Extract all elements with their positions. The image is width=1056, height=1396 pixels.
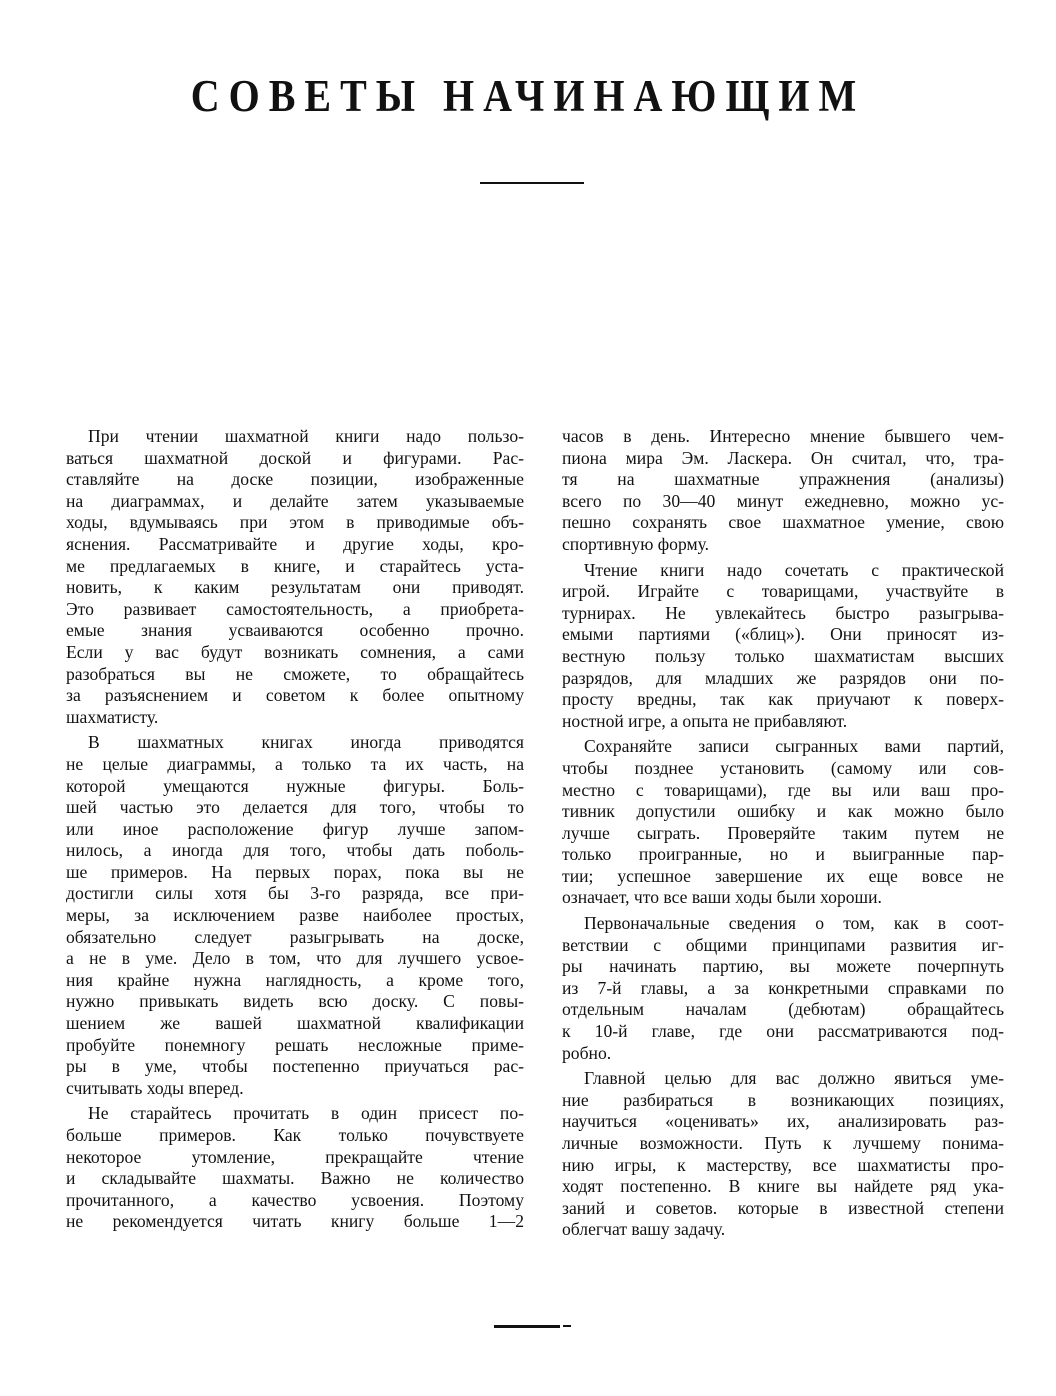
text-line: всего по 30—40 минут ежедневно, можно ус- (562, 490, 1004, 511)
text-line: разобраться вы не сможете, то обращайтесь (66, 663, 524, 684)
paragraph (66, 732, 524, 1099)
text-line: часов в день. Интересно мнение бывшего чем- (562, 426, 1004, 446)
text-line: нилось, а иногда для того, чтобы дать поболь- (66, 840, 524, 861)
text-line: В шахматных книгах иногда приводятся (88, 732, 524, 753)
paragraph (66, 1103, 524, 1233)
text-line: турнирах. Не увлекайтесь быстро разыгрыва- (562, 602, 1004, 623)
text-line: шением же вашей шахматной квалификации (66, 1013, 524, 1034)
text-line: ходят постепенно. В книге вы найдете ряд ука- (562, 1176, 1004, 1197)
text-line: Не старайтесь прочитать в один присест по- (88, 1103, 524, 1124)
text-line: ния крайне нужна наглядность, а кроме того, (66, 969, 524, 990)
text-line: Если у вас будут возникать сомнения, а сами (66, 641, 524, 662)
text-line: лучше сыграть. Проверяйте таким путем не (562, 822, 1004, 843)
text-line: Первоначальные сведения о том, как в соот- (584, 913, 1004, 934)
paragraph (562, 913, 1004, 1064)
text-line: Чтение книги надо сочетать с практической (584, 559, 1004, 580)
text-line: Сохраняйте записи сыгранных вами партий, (584, 736, 1004, 757)
text-line: ностной игре, а опыта не прибавляют. (562, 710, 848, 731)
text-line: нужно привыкать видеть всю доску. С повы- (66, 991, 524, 1012)
text-line: разрядов, для младших же разрядов они по- (562, 667, 1004, 688)
text-line: не целые диаграммы, а только та их часть, на (66, 753, 524, 774)
text-line: ходы, вдумываясь при этом в приводимые объ- (66, 512, 524, 533)
text-line: ваться шахматной доской и фигурами. Рас- (66, 447, 524, 468)
text-line: нию игры, к мастерству, все шахматисты про- (562, 1154, 1004, 1175)
text-line: емыми партиями («блиц»). Они приносят из- (562, 624, 1004, 645)
text-line: отдельным началам (дебютам) обращайтесь (562, 999, 1004, 1020)
text-line: местно с товарищами), где вы или ваш про- (562, 779, 1004, 800)
title-divider (480, 182, 584, 184)
text-line: личные возможности. Путь к лучшему понима- (562, 1133, 1004, 1153)
paragraph (562, 426, 1004, 556)
text-line: за разъяснением и советом к более опытному (66, 685, 524, 706)
text-line: не рекомендуется читать книгу больше 1—2 (66, 1211, 524, 1232)
text-line: из 7-й главы, а за конкретными справками по (562, 977, 1004, 998)
text-line: обязательно следует разыгрывать на доске, (66, 926, 524, 947)
footer-divider-tail (563, 1325, 571, 1327)
text-line: научиться «оценивать» их, анализировать раз- (562, 1111, 1004, 1132)
text-line: вестную пользу только шахматистам высших (562, 645, 1004, 666)
text-line: считывать ходы вперед. (66, 1077, 244, 1098)
text-line: робно. (562, 1042, 612, 1063)
text-line: облегчат вашу задачу. (562, 1219, 726, 1240)
text-line: игрой. Играйте с товарищами, участвуйте в (562, 581, 1004, 602)
text-column-left (66, 426, 524, 1237)
text-line: прочитанного, а качество усвоения. Поэтому (66, 1189, 524, 1210)
text-line: ветствии с общими принципами развития иг- (562, 934, 1004, 955)
text-line: чтобы позднее установить (самому или сов- (562, 757, 1004, 778)
text-line: просту вредны, так как приучают к поверх- (562, 689, 1004, 710)
text-line: спортивную форму. (562, 533, 710, 554)
text-line: или иное расположение фигур лучше запом- (66, 818, 524, 839)
text-line: на диаграммах, и делайте затем указываемые (66, 490, 524, 511)
footer-divider (494, 1325, 560, 1328)
text-column-right (562, 426, 1004, 1245)
text-line: тии; успешное завершение их еще вовсе не (562, 865, 1004, 886)
paragraph (562, 1068, 1004, 1241)
text-line: пробуйте понемногу решать несложные приме- (66, 1034, 524, 1055)
text-line: которой умещаются нужные фигуры. Боль- (66, 775, 524, 796)
text-line: пешно сохранять свое шахматное умение, свою (562, 512, 1004, 533)
text-line: ние разбираться в возникающих позициях, (562, 1089, 1004, 1110)
text-line: При чтении шахматной книги надо пользо- (88, 426, 524, 446)
text-line: тивник допустили ошибку и как можно было (562, 801, 1004, 822)
page-title: СОВЕТЫ НАЧИНАЮЩИМ (190, 69, 866, 122)
text-line: некоторое утомление, прекращайте чтение (66, 1146, 524, 1167)
text-line: ме предлагаемых в книге, и старайтесь уста- (66, 555, 524, 576)
text-line: пиона мира Эм. Ласкера. Он считал, что, тра- (562, 447, 1004, 468)
text-line: емые знания усваиваются особенно прочно. (66, 620, 524, 641)
text-line: заний и советов. которые в известной степени (562, 1197, 1004, 1218)
text-line: Главной целью для вас должно явиться уме- (584, 1068, 1004, 1089)
text-line: только проигранные, но и выигранные пар- (562, 844, 1004, 865)
paragraph (562, 736, 1004, 909)
paragraph (66, 426, 524, 728)
text-line: к 10-й главе, где они рассматриваются под- (562, 1021, 1004, 1042)
text-line: означает, что все ваши ходы были хороши. (562, 887, 882, 908)
text-line: ры в уме, чтобы постепенно приучаться рас- (66, 1056, 524, 1077)
text-line: ставляйте на доске позиции, изображенные (66, 469, 524, 490)
text-line: новить, к каким результатам они приводят. (66, 577, 524, 598)
text-line: тя на шахматные упражнения (анализы) (562, 469, 1004, 490)
text-line: ше примеров. На первых порах, пока вы не (66, 861, 524, 882)
text-line: достигли силы хотя бы 3-го разряда, все при- (66, 883, 524, 904)
text-line: шахматисту. (66, 706, 159, 727)
text-line: ры начинать партию, вы можете почерпнуть (562, 956, 1004, 977)
text-line: и складывайте шахматы. Важно не количество (66, 1168, 524, 1189)
text-line: больше примеров. Как только почувствуете (66, 1125, 524, 1145)
text-line: а не в уме. Дело в том, что для лучшего усвое- (66, 948, 524, 969)
text-line: шей частью это делается для того, чтобы то (66, 797, 524, 818)
text-line: Это развивает самостоятельность, а приобрета- (66, 598, 524, 619)
text-line: яснения. Рассматривайте и другие ходы, кро- (66, 533, 524, 554)
paragraph (562, 560, 1004, 733)
text-line: меры, за исключением разве наиболее простых, (66, 905, 524, 926)
